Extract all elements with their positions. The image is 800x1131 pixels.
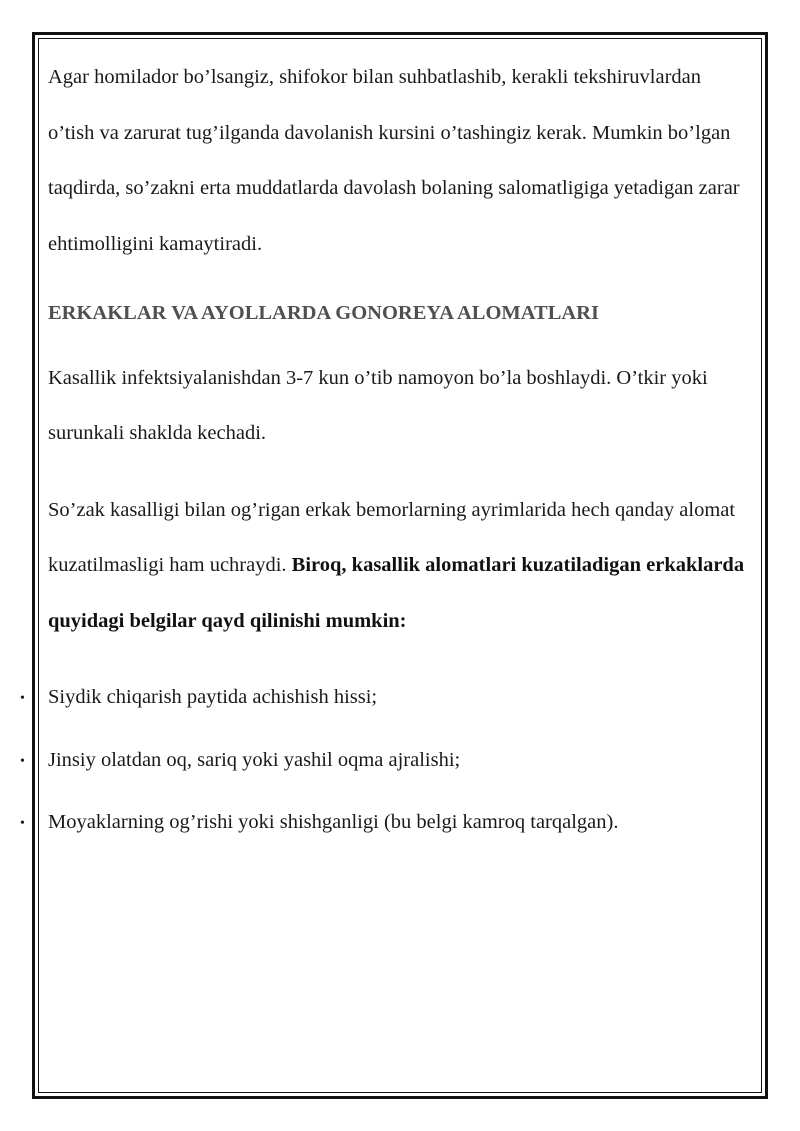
men-symptoms-intro-text: So’zak kasalligi bilan og’rigan erkak bemorlarning ayrimlarida hech qanday alomat kuzatilmasligi ham uchraydi.	[48, 498, 736, 576]
bullet-icon: •	[20, 753, 25, 769]
onset-paragraph: Kasallik infektsiyalanishdan 3-7 kun o’tib namoyon bo’la boshlaydi. O’tkir yoki surunkali shaklda kechadi.	[48, 366, 708, 444]
symptom-text: Jinsiy olatdan oq, sariq yoki yashil oqma ajralishi;	[48, 748, 461, 771]
document-body	[20, 50, 748, 858]
section-heading: ERKAKLAR VA AYOLLARDA GONOREYA ALOMATLARI	[48, 302, 599, 324]
list-item	[20, 670, 748, 733]
list-item	[20, 733, 748, 796]
men-symptoms-bold-text: Biroq, kasallik alomatlari kuzatiladigan erkaklarda quyidagi belgilar qayd qilinishi mumkin:	[48, 554, 745, 632]
bullet-icon: •	[20, 691, 25, 706]
symptom-text: Siydik chiqarish paytida achishish hissi;	[48, 686, 378, 708]
intro-paragraph: Agar homilador bo’lsangiz, shifokor bilan suhbatlashib, kerakli tekshiruvlardan o’tish va zarurat tug’ilganda davolanish kursini o’tashingiz kerak. Mumkin bo’lgan taqdirda, so’zakni erta muddatlarda davolash bolaning salomatligiga yetadigan zarar ehtimolligini kamaytiradi.	[48, 66, 740, 255]
symptom-text: Moyaklarning og’rishi yoki shishganligi (bu belgi kamroq tarqalgan).	[48, 811, 619, 833]
men-symptoms-paragraph	[48, 483, 748, 650]
list-item	[20, 795, 748, 858]
bullet-icon: •	[20, 816, 25, 831]
symptom-list	[20, 670, 748, 858]
